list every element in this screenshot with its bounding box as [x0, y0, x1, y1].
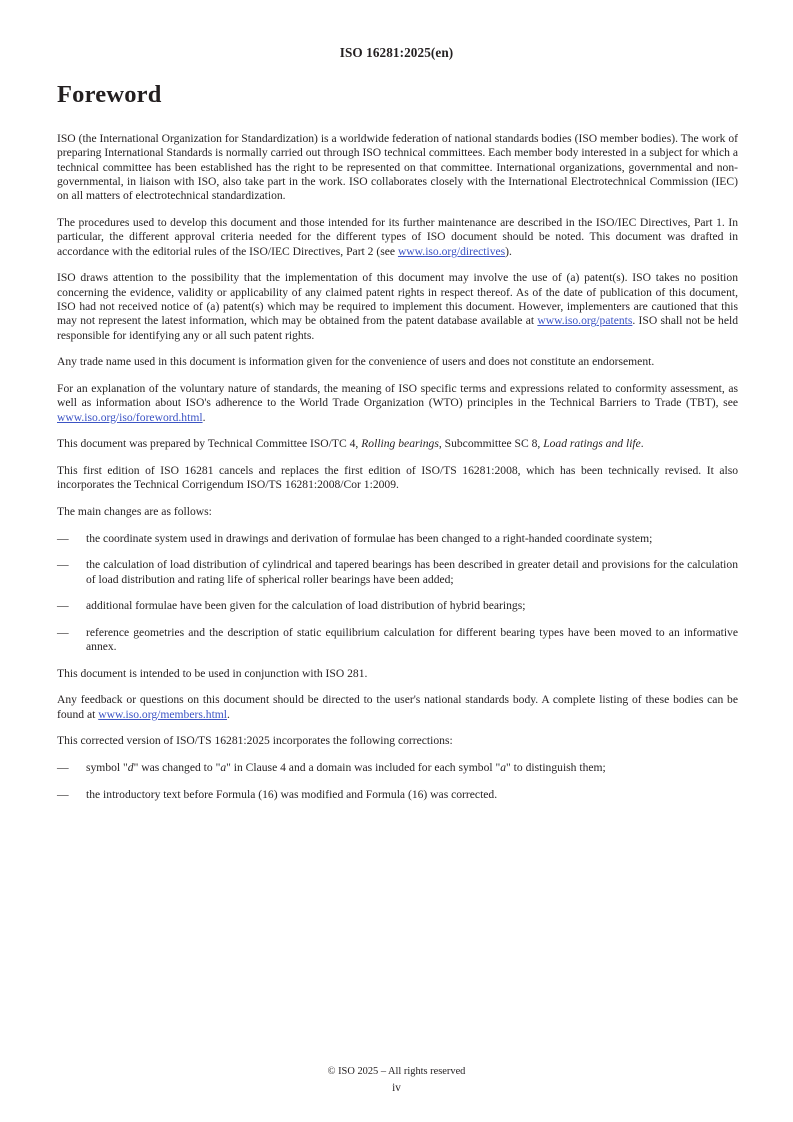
em-dash-marker: — — [57, 531, 69, 545]
paragraph-patents-text-before: ISO draws attention to the possibility that the implementation of this document may involve the use of (a) patent(s). ISO takes no position concerning the evidence, validity or applicability of any claimed patent rights in respect thereof. As of the date of publication of this document, ISO had not received notice of (a) patent(s) which may be required to implement this document. However, implementers are cautioned that this may not represent the latest information, which may be obtained from the patent database available at — [57, 271, 738, 328]
page-footer — [0, 1065, 793, 1095]
em-dash-marker: — — [57, 787, 69, 801]
list-item-text: additional formulae have been given for the calculation of load distribution of hybrid bearings; — [86, 599, 526, 613]
document-content — [57, 82, 738, 814]
list-item — [57, 626, 738, 655]
committee-tc-title: Rolling bearings — [361, 437, 439, 451]
paragraph-procedures-text-before: The procedures used to develop this document and those intended for its further maintenance are described in the ISO/IEC Directives, Part 1. In particular, the different approval criteria needed for the different types of ISO document should be noted. This document was drafted in accordance with the editorial rules of the ISO/IEC Directives, Part 2 (see — [57, 215, 738, 258]
list-item-text: the calculation of load distribution of cylindrical and tapered bearings has been described in greater detail and provisions for the calculation of load distribution and rating life of spherical roller bearings have been added; — [86, 558, 738, 586]
list-item — [57, 599, 738, 613]
list-item — [57, 788, 738, 802]
link-iso-patents[interactable]: www.iso.org/patents — [537, 314, 633, 328]
em-dash-marker: — — [57, 599, 69, 613]
correction-text-1: symbol " — [86, 761, 128, 775]
em-dash-marker: — — [57, 558, 69, 572]
paragraph-main-changes-lead: The main changes are as follows: — [57, 504, 212, 518]
paragraph-conjunction: This document is intended to be used in conjunction with ISO 281. — [57, 666, 368, 680]
list-item-text: the introductory text before Formula (16) was modified and Formula (16) was corrected. — [86, 787, 498, 801]
committee-sc-title: Load ratings and life — [543, 437, 641, 451]
committee-text-3: . — [640, 437, 644, 451]
committee-text-2: , Subcommittee SC 8, — [438, 437, 544, 451]
paragraph-committee — [57, 437, 738, 451]
paragraph-first-edition: This first edition of ISO 16281 cancels and replaces the first edition of ISO/TS 16281:2008, which has been technically revised. It also incorporates the Technical Corrigendum ISO/TS 16281:2008/Cor 1:2009. — [57, 463, 738, 492]
symbol-a-first: a — [220, 761, 227, 775]
paragraph-intro: ISO (the International Organization for Standardization) is a worldwide federation of national standards bodies (ISO member bodies). The work of preparing International Standards is normally carried out through ISO technical committees. Each member body interested in a subject for which a technical committee has been established has the right to be represented on that committee. International organizations, governmental and non-governmental, in liaison with ISO, also take part in the work. ISO collaborates closely with the International Electrotechnical Commission (IEC) on all matters of electrotechnical standardization. — [57, 131, 738, 203]
list-item — [57, 558, 738, 587]
list-item — [57, 532, 738, 546]
changes-list — [57, 532, 738, 655]
paragraph-voluntary-text-after: . — [202, 410, 206, 424]
paragraph-procedures — [57, 216, 738, 259]
list-item — [57, 761, 738, 775]
list-item-text: the coordinate system used in drawings and derivation of formulae has been changed to a right-handed coordinate system; — [86, 531, 653, 545]
paragraph-voluntary-nature — [57, 382, 738, 425]
paragraph-trade-name: Any trade name used in this document is information given for the convenience of users and does not constitute an endorsement. — [57, 355, 655, 369]
paragraph-patents-text-after: . ISO shall not be held responsible for identifying any or all such patent rights. — [57, 314, 738, 342]
list-item-text: reference geometries and the description of static equilibrium calculation for different bearing types have been moved to an informative annex. — [86, 625, 738, 654]
link-iso-members[interactable]: www.iso.org/members.html — [98, 707, 228, 721]
paragraph-feedback — [57, 693, 738, 722]
correction-text-4: " to distinguish them; — [506, 761, 606, 775]
running-head: ISO 16281:2025(en) — [339, 45, 454, 60]
em-dash-marker: — — [57, 761, 69, 775]
paragraph-procedures-text-after: ). — [505, 244, 512, 258]
paragraph-corrections-lead: This corrected version of ISO/TS 16281:2025 incorporates the following corrections: — [57, 734, 453, 748]
corrections-list — [57, 761, 738, 802]
link-iso-directives[interactable]: www.iso.org/directives — [397, 244, 506, 258]
correction-text-2: " was changed to " — [133, 761, 221, 775]
paragraph-voluntary-text-before: For an explanation of the voluntary nature of standards, the meaning of ISO specific terms and expressions related to conformity assessment, as well as information about ISO's adherence to the World Trade Organization (WTO) principles in the Technical Barriers to Trade (TBT), see — [57, 381, 738, 410]
committee-text-1: This document was prepared by Technical Committee ISO/TC 4, — [57, 437, 362, 451]
correction-text-3: " in Clause 4 and a domain was included for each symbol " — [226, 761, 501, 775]
em-dash-marker: — — [57, 625, 69, 639]
link-iso-foreword[interactable]: www.iso.org/iso/foreword.html — [57, 410, 203, 424]
symbol-d: d — [127, 761, 134, 775]
copyright-notice: © ISO 2025 – All rights reserved — [327, 1066, 466, 1077]
page-number: iv — [392, 1082, 401, 1094]
paragraph-patents — [57, 271, 738, 343]
page-title: Foreword — [57, 81, 162, 108]
list-item-text — [86, 761, 606, 774]
symbol-a-second: a — [500, 761, 507, 775]
paragraph-feedback-text-before: Any feedback or questions on this document should be directed to the user's national standards body. A complete listing of these bodies can be found at — [57, 693, 738, 721]
paragraph-feedback-text-after: . — [227, 707, 230, 721]
